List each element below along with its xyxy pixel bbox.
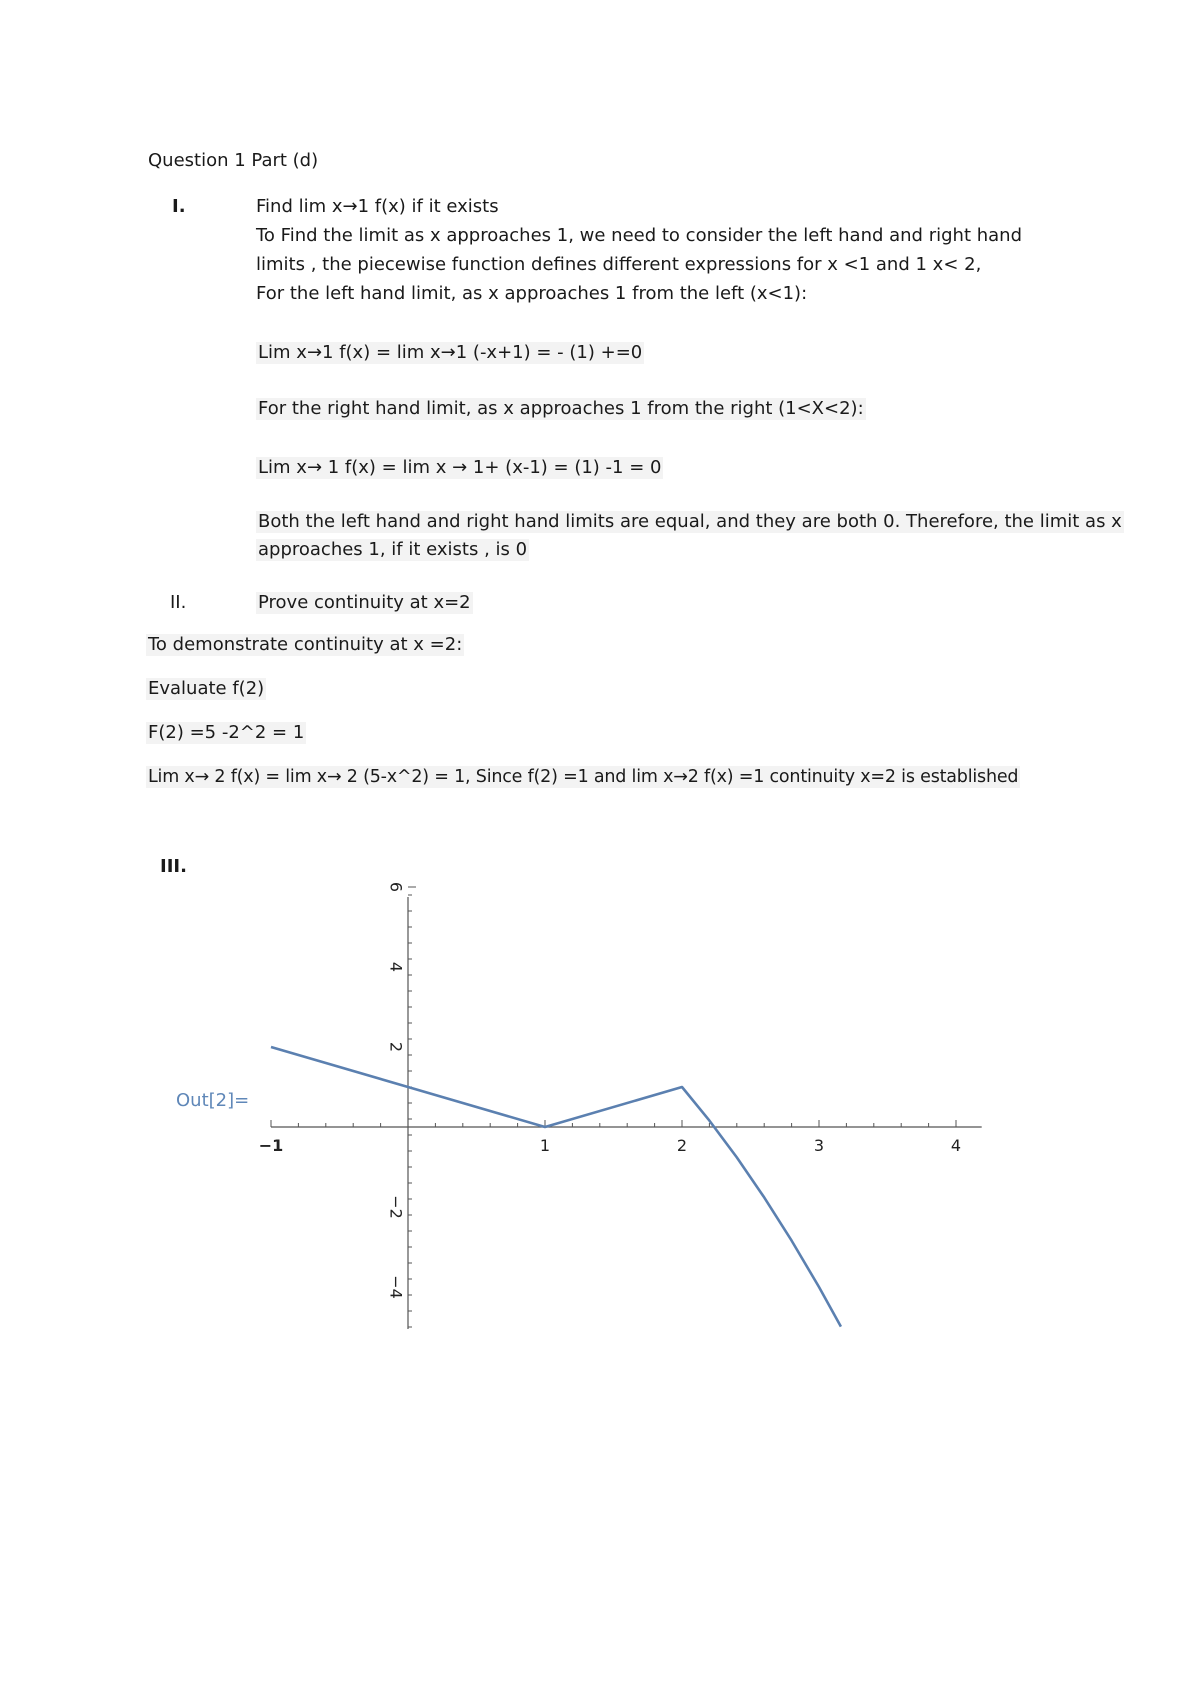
- y-tick-label: −2: [386, 1195, 406, 1219]
- section-ii-line-4: Lim x→ 2 f(x) = lim x→ 2 (5-x^2) = 1, Since f(2) =1 and lim x→2 f(x) =1 continuity x=2 is established: [148, 767, 1019, 787]
- y-tick-label: −4: [386, 1275, 406, 1299]
- section-i-para-line-2: limits , the piecewise function defines different expressions for x <1 and 1 x< 2,: [256, 254, 982, 275]
- x-tick-label: 3: [813, 1136, 825, 1155]
- x-tick-label: 2: [676, 1136, 688, 1155]
- section-i-numeral: I.: [172, 196, 186, 217]
- y-tick-label: 2: [386, 1041, 406, 1053]
- out-label: Out[2]=: [176, 1090, 250, 1111]
- left-limit-equation: Lim x→1 f(x) = lim x→1 (-x+1) = - (1) +=0: [258, 342, 643, 363]
- series-line: [271, 1047, 841, 1327]
- section-ii-line-1: To demonstrate continuity at x =2:: [148, 634, 463, 655]
- section-ii-line-3: F(2) =5 -2^2 = 1: [148, 722, 305, 743]
- y-tick-label: 6: [386, 881, 406, 893]
- section-i-conclusion-line-1: Both the left hand and right hand limits are equal, and they are both 0. Therefore, the limit as x: [258, 511, 1122, 532]
- section-i-heading: Find lim x→1 f(x) if it exists: [256, 196, 499, 217]
- x-tick-label: 1: [539, 1136, 551, 1155]
- section-i-para-line-1: To Find the limit as x approaches 1, we need to consider the left hand and right hand: [256, 225, 1022, 246]
- x-tick-label: 4: [950, 1136, 962, 1155]
- section-ii-line-2: Evaluate f(2): [148, 678, 265, 699]
- section-i-conclusion-line-2: approaches 1, if it exists , is 0: [258, 539, 528, 560]
- question-title: Question 1 Part (d): [148, 150, 319, 171]
- section-i-para-line-3: For the left hand limit, as x approaches 1 from the left (x<1):: [256, 283, 808, 304]
- x-tick-label: −1: [258, 1136, 284, 1155]
- section-iii-numeral: III.: [160, 856, 187, 877]
- y-tick-label: 4: [386, 961, 406, 973]
- section-ii-numeral: II.: [170, 592, 187, 613]
- right-limit-equation: Lim x→ 1 f(x) = lim x → 1+ (x-1) = (1) -1 = 0: [258, 457, 662, 478]
- right-limit-intro: For the right hand limit, as x approaches 1 from the right (1<X<2):: [258, 398, 864, 419]
- section-ii-heading: Prove continuity at x=2: [258, 592, 471, 613]
